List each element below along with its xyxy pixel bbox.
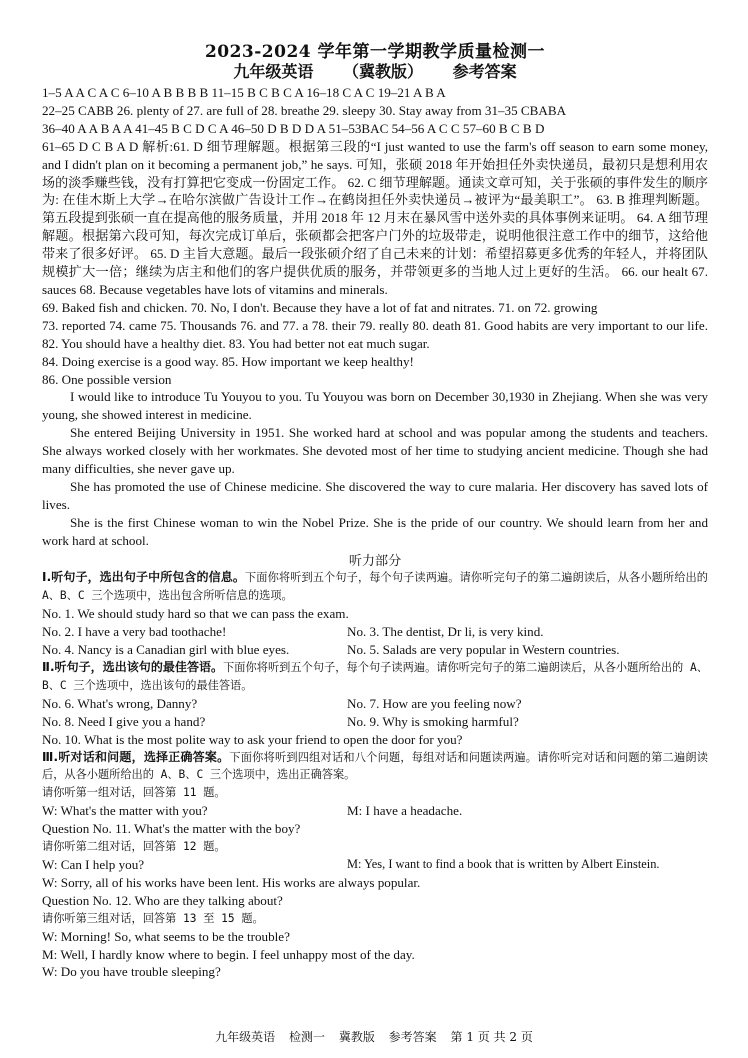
footer-edition: 冀教版 <box>338 1030 375 1044</box>
question-4: No. 4. Nancy is a Canadian girl with blue eyes. <box>42 642 290 658</box>
answers-row-73: 73. reported 74. came 75. Thousands 76. and 77. a 78. their 79. really 80. death 81. Good habits are very important to our life. 82. You should have a healthy diet. 83. You had better not eat much sugar. <box>42 317 708 351</box>
section-1-title: Ⅰ.听句子，选出句子中所包含的信息。 <box>42 570 245 585</box>
dialogue-1-man: M: I have a headache. <box>347 803 463 819</box>
question-12: Question No. 12. Who are they talking about? <box>42 892 283 908</box>
answers-row-1: 1–5 A A C A C 6–10 A B B B B 11–15 B C B C A 16–18 C A C 19–21 A B A <box>42 85 446 100</box>
essay-paragraph: I would like to introduce Tu Youyou to you. Tu Youyou was born on December 30,1930 in Zhejiang. When she was very young, she showed interest in medicine. <box>42 389 708 423</box>
section-3-title: Ⅲ.听对话和问题，选择正确答案。 <box>42 749 230 764</box>
dialogue-1-woman: W: What's the matter with you? <box>42 803 208 819</box>
question-11: Question No. 11. What's the matter with the boy? <box>42 821 301 837</box>
document-title: 2023-2024 学年第一学期教学质量检测一 <box>204 42 546 62</box>
subtitle-grade: 九年级英语 <box>233 62 314 81</box>
listening-heading: 听力部分 <box>348 552 402 568</box>
answers-row-2: 22–25 CABB 26. plenty of 27. are full of 28. breathe 29. sleepy 30. Stay away from 31–35 CBABA <box>42 102 567 118</box>
listening-section-1-header <box>42 569 708 605</box>
dialogue-2-prompt: 请你听第二组对话，回答第 12 题。 <box>42 840 226 854</box>
question-3: No. 3. The dentist, Dr li, is very kind. <box>347 624 544 640</box>
dialogue-1-prompt: 请你听第一组对话，回答第 11 题。 <box>42 786 226 800</box>
section-2-title: Ⅱ.听句子，选出该句的最佳答语。 <box>42 660 224 674</box>
questions-8-9 <box>42 713 708 731</box>
dialogue-2-lines <box>42 856 708 874</box>
essay-paragraph: She is the first Chinese woman to win the Nobel Prize. She is the pride of our country. We should learn from her and work hard at school. <box>42 514 708 548</box>
essay-paragraph: She has promoted the use of Chinese medicine. She discovered the way to cure malaria. Her discovery has saved lots of lives. <box>42 478 708 512</box>
dialogue-2-man: M: Yes, I want to find a book that is written by Albert Einstein. <box>347 856 660 871</box>
question-8: No. 8. Need I give you a hand? <box>42 713 206 729</box>
section-1-instructions: 下面你将听到五个句子，每个句子读两遍。请你听完句子的第二遍朗读后，从各小题所给出的 A、B、C 三个选项中，选出包含所听信息的选项。 <box>42 571 708 603</box>
answers-row-69: 69. Baked fish and chicken. 70. No, I don't. Because they have a lot of fat and nitrates. 71. on 72. growing <box>42 299 598 315</box>
question-6: No. 6. What's wrong, Danny? <box>42 695 198 711</box>
answers-row-86: 86. One possible version <box>42 371 172 387</box>
footer-page-number: 第 1 页 共 2 页 <box>450 1030 533 1044</box>
section-2-instructions: 下面你将听到五个句子，每个句子读两遍。请你听完句子的第二遍朗读后，从各小题所给出的 A、B、C 三个选项中，选出该句的最佳答语。 <box>42 661 708 692</box>
dialogue-3-prompt: 请你听第三组对话，回答第 13 至 15 题。 <box>42 911 264 925</box>
answers-section <box>42 84 708 981</box>
answers-analysis: 61–65 D C B A D 解析:61. D 细节理解题。根据第三段的“I just wanted to use the farm's off season to earn some money, and I didn't plan on it becoming a permanent job,” he says. 可知，张硕 2018 年开始担任外卖快递员，最初只是想利用农场的淡季赚些钱，没有打算把它变成一份固定工作。 62. C 细节理解题。通读文章可知，关于张硕的事件发生的顺序为: 在佳木斯上大学→在哈尔滨做广告设计工作→在鹤岗担任外卖快递员→被评为“最美职工”。 63. B 推理判断题。第五段提到张硕一直在提高他的服务质量，并用 2018 年 12 月末在暴风雪中送外卖的具体事例来证明。 64. A 细节理解题。根据第六段可知，每次完成订单后，张硕都会把客户门外的垃圾带走，说明他很注意工作中的细节，这给他带来了很多好评。 65. D 主旨大意题。最后一段张硕介绍了自己未来的计划：希望招募更多优秀的年轻人，并将团队规模扩大一倍；继续为店主和他们的客户提供优质的服务，并带领更多的当地人过上更好的生活。 66. our healt 67. sauces 68. Because vegetables have lots of vitamins and minerals. <box>42 138 708 297</box>
dialogue-1-lines <box>42 802 708 820</box>
questions-4-5 <box>42 641 708 659</box>
sample-essay <box>42 388 708 549</box>
document-subtitle <box>42 62 708 82</box>
subtitle-edition: （冀教版） <box>342 62 423 81</box>
footer-answer-key: 参考答案 <box>388 1030 437 1044</box>
dialogue-2-woman: W: Can I help you? <box>42 856 145 872</box>
essay-paragraph: She entered Beijing University in 1951. She worked hard at school and was popular among the students and teachers. She always worked closely with her workmates. She devoted most of her time to studying ancient medicine. Though she had many difficulties, she never gave up. <box>42 425 708 477</box>
question-5: No. 5. Salads are very popular in Western countries. <box>347 642 620 658</box>
dialogue-3-woman: W: Morning! So, what seems to be the trouble? <box>42 928 290 944</box>
question-1: No. 1. We should study hard so that we can pass the exam. <box>42 606 349 622</box>
footer-grade: 九年级英语 <box>215 1030 276 1044</box>
subtitle-answer-key: 参考答案 <box>452 62 517 81</box>
section-3-instructions: 下面你将听到四组对话和八个问题，每组对话和问题读两遍。请你听完对话和问题的第二遍朗读后，从各小题所给出的 A、B、C 三个选项中，选出正确答案。 <box>42 750 708 782</box>
question-7: No. 7. How are you feeling now? <box>347 695 522 711</box>
dialogue-3-woman-reply: W: Do you have trouble sleeping? <box>42 964 221 980</box>
listening-section-2-header <box>42 659 708 695</box>
answers-row-3: 36–40 A A B A A 41–45 B C D C A 46–50 D B D D A 51–53BAC 54–56 A C C 57–60 B C B D <box>42 120 545 136</box>
answers-row-84: 84. Doing exercise is a good way. 85. How important we keep healthy! <box>42 353 414 369</box>
listening-section-3-header <box>42 749 708 785</box>
question-10: No. 10. What is the most polite way to ask your friend to open the door for you? <box>42 731 463 747</box>
questions-6-7 <box>42 695 708 713</box>
dialogue-3-man: M: Well, I hardly know where to begin. I feel unhappy most of the day. <box>42 946 415 962</box>
page-footer <box>0 1028 748 1045</box>
footer-test: 检测一 <box>288 1030 325 1044</box>
dialogue-2-woman-reply: W: Sorry, all of his works have been lent. His works are always popular. <box>42 874 421 890</box>
question-9: No. 9. Why is smoking harmful? <box>347 713 519 729</box>
questions-2-3 <box>42 623 708 641</box>
question-2: No. 2. I have a very bad toothache! <box>42 624 227 640</box>
